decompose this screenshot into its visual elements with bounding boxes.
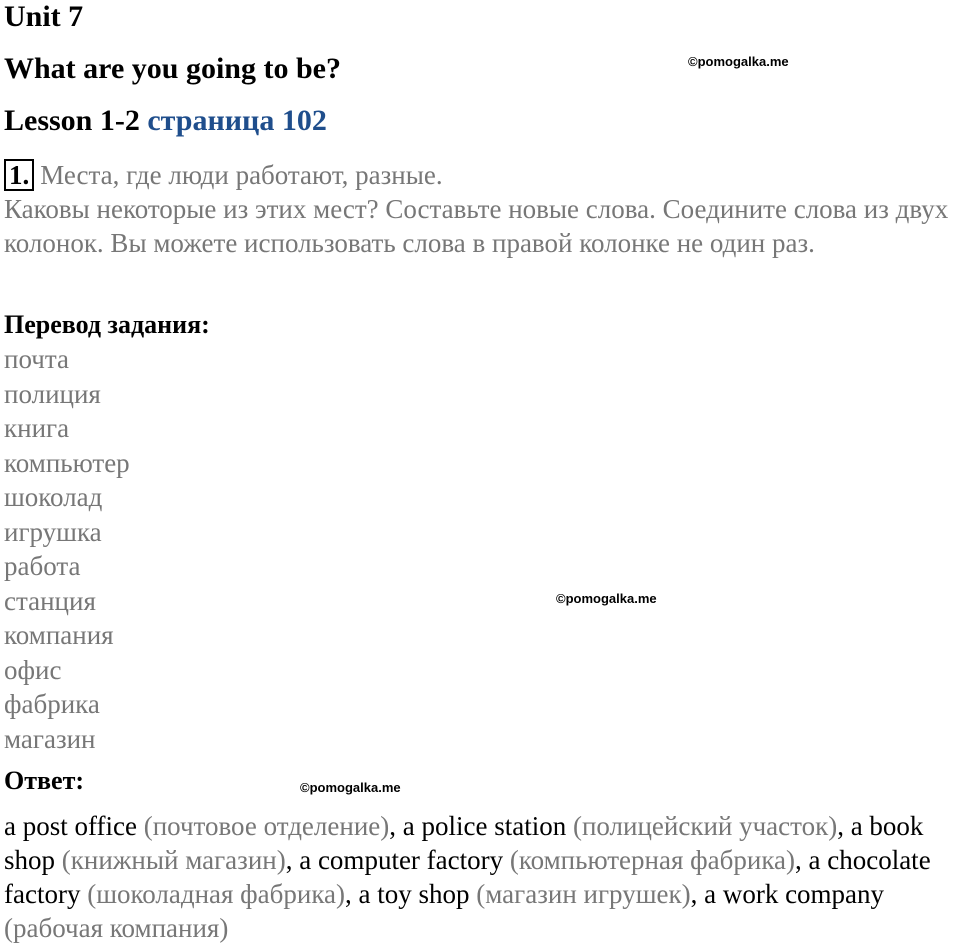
answer-en: a post office: [4, 811, 137, 841]
answer-ru: (компьютерная фабрика): [509, 845, 795, 875]
list-item: полиция: [4, 378, 101, 409]
list-item: книга: [4, 413, 70, 443]
task-block: [4, 158, 956, 260]
answer-ru: (книжный магазин): [61, 845, 286, 875]
answer-en: a computer factory: [299, 845, 504, 875]
answer-en: a toy shop: [358, 879, 470, 909]
list-item: работа: [4, 551, 81, 581]
answer-ru: (рабочая компания): [4, 913, 229, 943]
task-line1: Места, где люди работают, разные.: [40, 160, 443, 190]
list-item: компания: [4, 620, 114, 650]
list-item: шоколад: [4, 482, 103, 512]
answer-ru: (полицейский участок): [572, 811, 838, 841]
page-reference: страница 102: [147, 104, 327, 137]
answer-en: a police station: [402, 811, 567, 841]
task-body: Каковы некоторые из этих мест? Составьте новые слова. Соедините слова из двух колонок. Вы можете использовать слова в правой колонке не один раз.: [4, 194, 949, 258]
translation-heading: Перевод задания:: [4, 310, 210, 339]
answer-en: a chocolate factory: [4, 845, 931, 909]
watermark: ©pomogalka.me: [688, 54, 789, 69]
answer-ru: (почтовое отделение): [143, 811, 390, 841]
lesson-heading: [4, 106, 327, 136]
list-item: магазин: [4, 723, 96, 754]
answer-en: a book shop: [4, 811, 924, 875]
list-item: почта: [4, 344, 69, 374]
lesson-label: Lesson 1-2: [4, 104, 140, 137]
answer-en: a work company: [704, 879, 885, 909]
lesson-subtitle: What are you going to be?: [4, 52, 341, 85]
list-item: игрушка: [4, 516, 102, 547]
translation-word-list: [4, 342, 130, 756]
list-item: компьютер: [4, 447, 130, 478]
watermark: ©pomogalka.me: [556, 591, 657, 606]
unit-title: Unit 7: [4, 0, 84, 33]
list-item: станция: [4, 585, 96, 616]
watermark: ©pomogalka.me: [300, 780, 401, 795]
task-number: 1.: [4, 159, 34, 191]
answer-text: a post office (почтовое отделение), a police station (полицейский участок), a book shop (книжный магазин), a computer factory (компьютерная фабрика), a chocolate factory (шоколадная фабрика), a toy shop (магазин игрушек), a work company (рабочая компания): [4, 811, 931, 943]
list-item: офис: [4, 654, 62, 685]
list-item: фабрика: [4, 689, 100, 719]
answer-heading: Ответ:: [4, 766, 85, 795]
answer-ru: (шоколадная фабрика): [87, 879, 346, 909]
answer-ru: (магазин игрушек): [476, 879, 691, 909]
